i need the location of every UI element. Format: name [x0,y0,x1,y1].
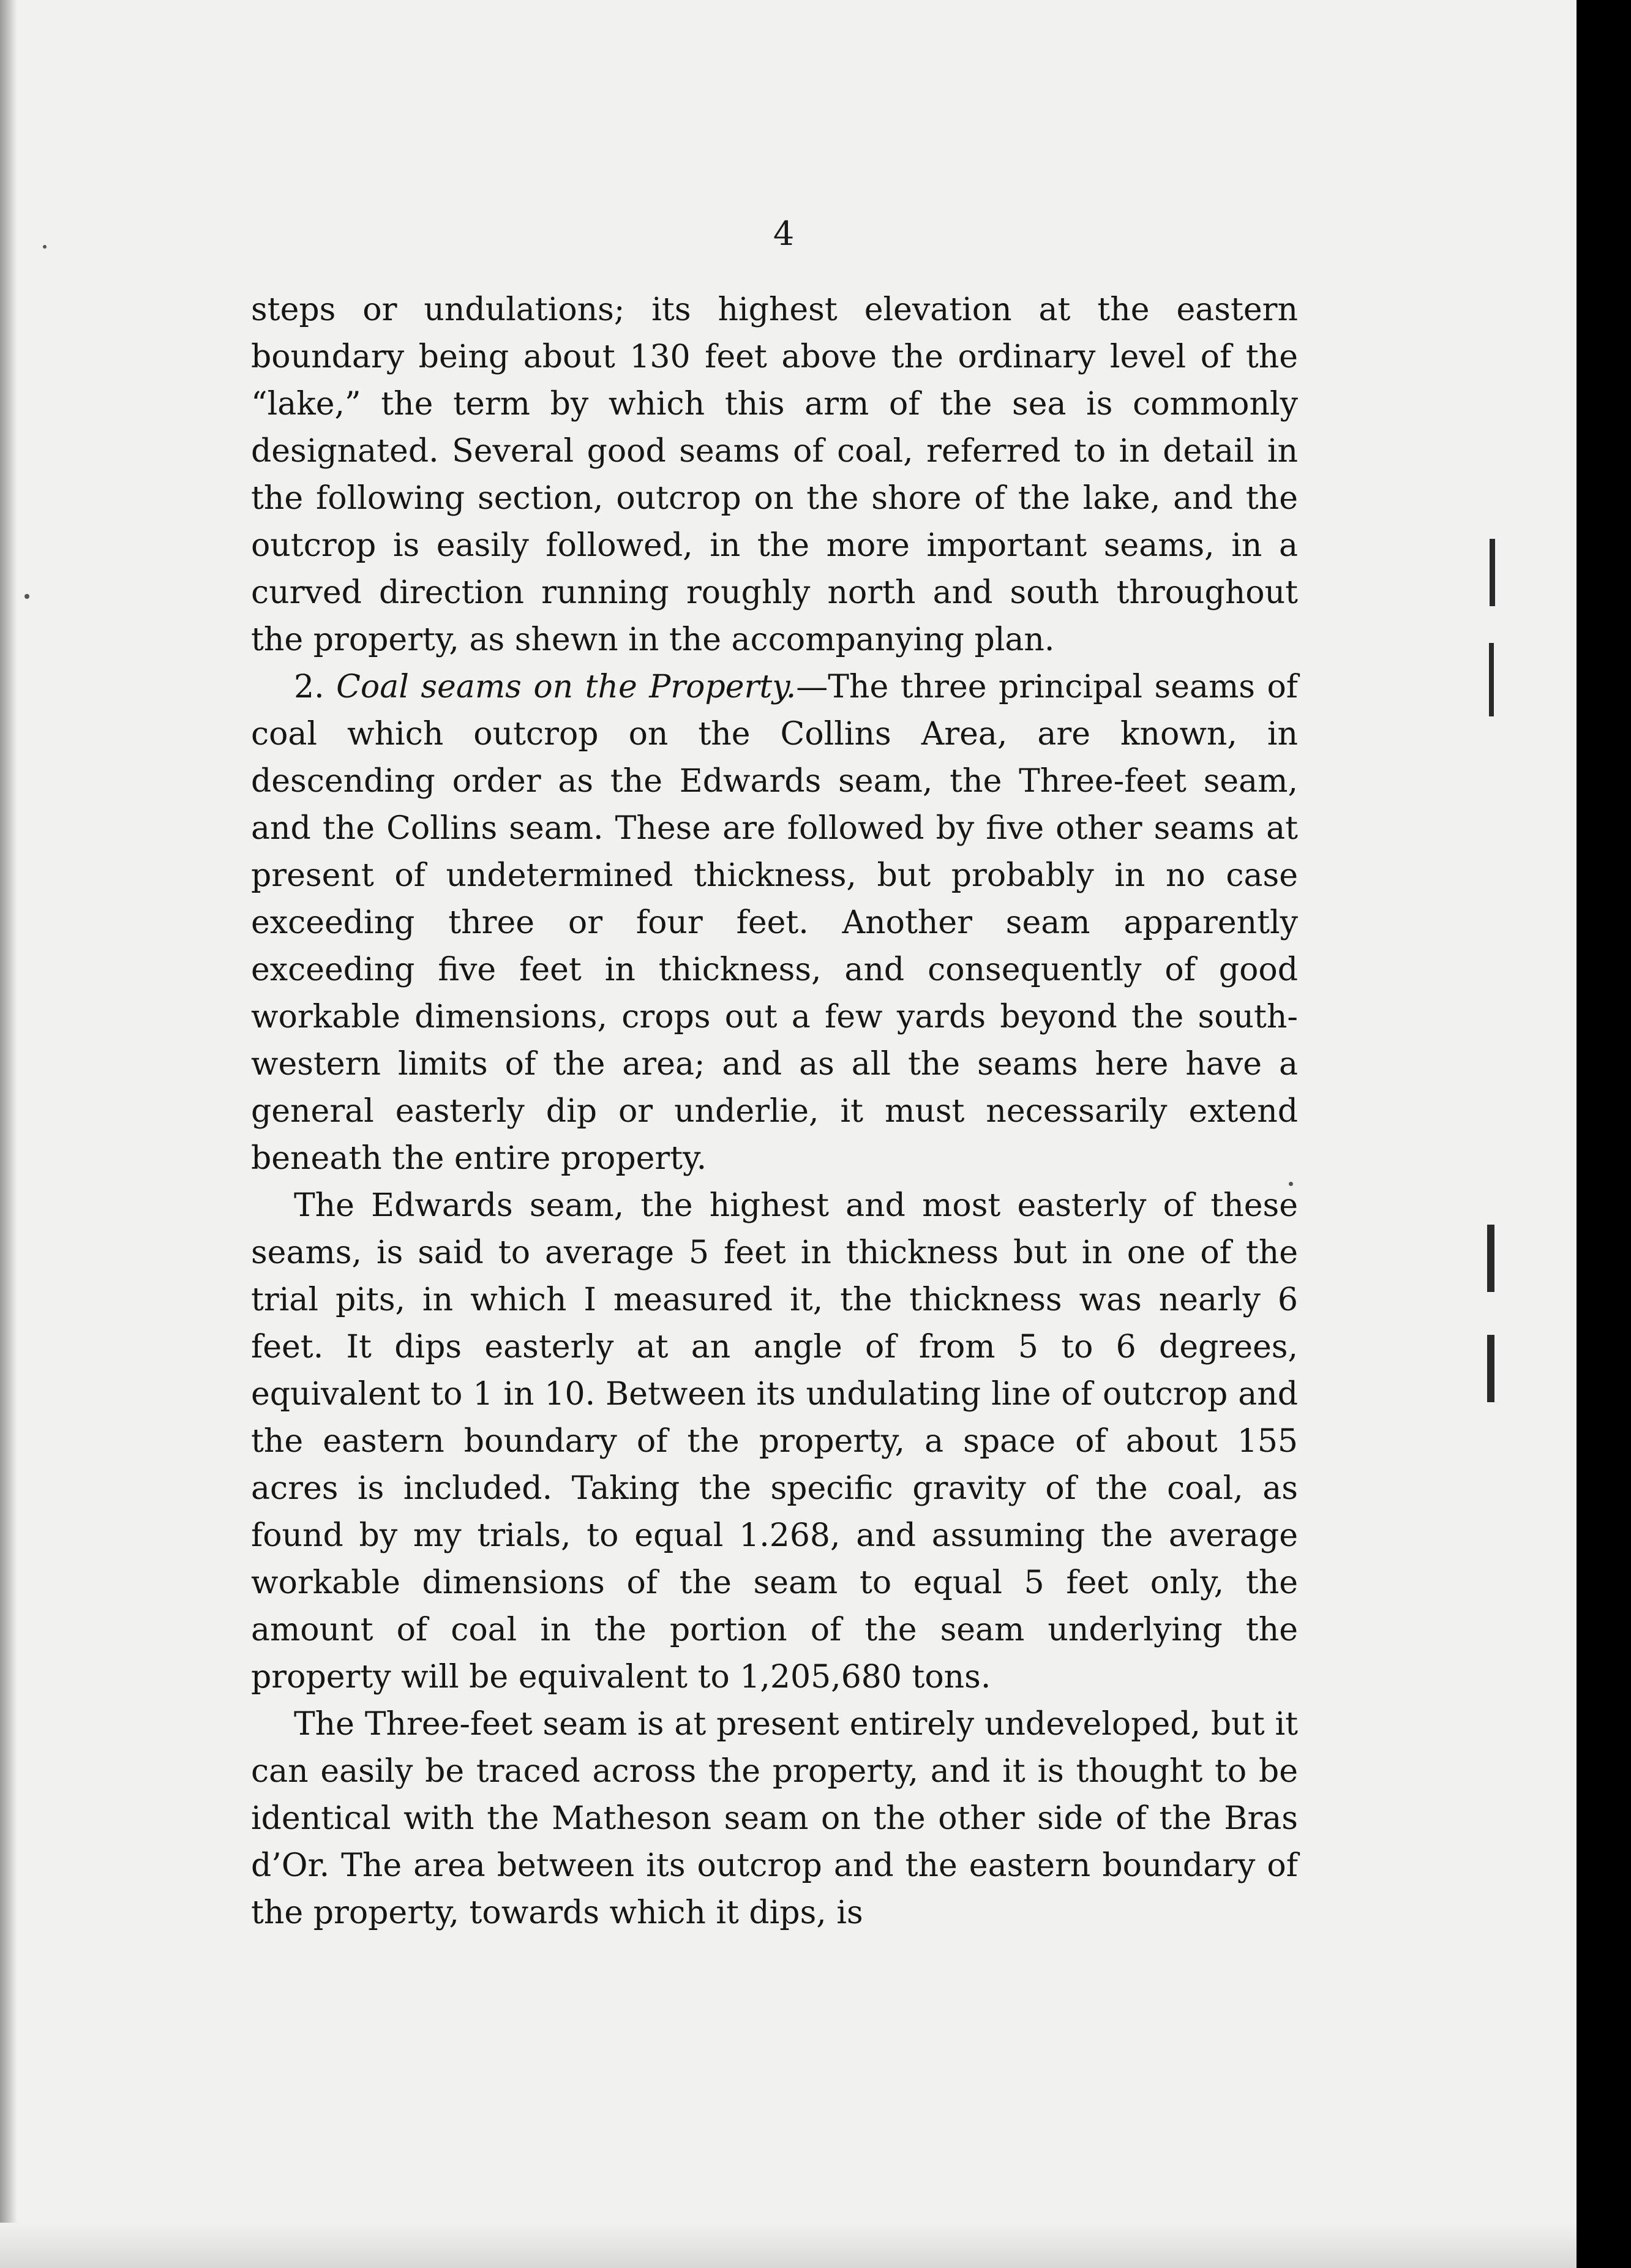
body-text [251,287,1298,1937]
speck-1 [24,594,29,599]
page-left-shadow [0,0,17,2268]
paragraph-3: The Edwards seam, the highest and most easterly of these seams, is said to average 5 feet in thickness but in one of the trial pits, in which I measured it, the thickness was nearly 6 feet. It dips easterly at an angle of from 5 to 6 degrees, equivalent to 1 in 10. Between its undulating line of outcrop and the eastern boundary of the property, a space of about 155 acres is included. Taking the specific gravity of the coal, as found by my trials, to equal 1.268, and assuming the average workable dimensions of the seam to equal 5 feet only, the amount of coal in the portion of the seam underlying the property will be equivalent to 1,205,680 tons. [251,1187,1298,1695]
page-number: 4 [773,214,795,253]
scan-right-edge [1577,0,1631,2268]
margin-mark-3 [1487,1225,1494,1292]
margin-mark-4 [1487,1335,1494,1402]
page-bottom-band [0,2223,1577,2268]
paragraph-4: The Three-feet seam is at present entirely undeveloped, but it can easily be traced across the property, and it is thought to be identical with the Matheson seam on the other side of the Bras d’Or. The area between its outcrop and the eastern boundary of the property, towards which it dips, is [251,1706,1298,1931]
paragraph-2 [251,664,1298,1182]
section-heading: Coal seams on the Property. [336,669,797,705]
speck-3 [43,245,47,249]
paragraph-2-text: —The three principal seams of coal which outcrop on the Collins Area, are known, in descending order as the Edwards seam, the Three-feet seam, and the Collins seam. These are followed by five other seams at present of undetermined thickness, but probably in no case exceeding three or four feet. Another seam apparently exceeding five feet in thickness, and consequently of good workable dimensions, crops out a few yards beyond the south-western limits of the area; and as all the seams here have a general easterly dip or underlie, it must necessarily extend beneath the entire property. [251,669,1298,1177]
speck-2 [1289,1182,1293,1186]
margin-mark-2 [1489,643,1494,716]
paragraph-1: steps or undulations; its highest elevation at the eastern boundary being about 130 feet above the ordinary level of the “lake,” the term by which this arm of the sea is commonly designated. Several good seams of coal, referred to in detail in the following section, outcrop on the shore of the lake, and the outcrop is easily followed, in the more important seams, in a curved direction running roughly north and south throughout the property, as shewn in the accompanying plan. [251,291,1298,658]
section-number: 2. [294,669,324,705]
margin-mark-1 [1490,539,1495,606]
